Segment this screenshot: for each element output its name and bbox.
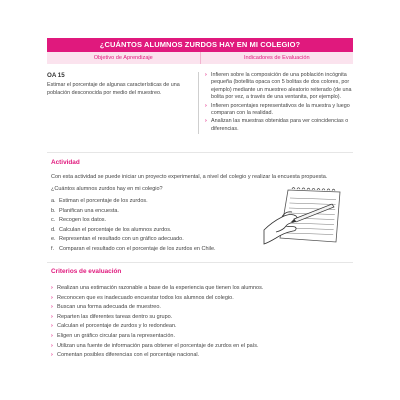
criteria-list [51,284,351,361]
step-letter: a. [51,198,56,204]
list-item: › Calculan el porcentaje de zurdos y lo redondean. [51,322,351,332]
step-text: Estiman el porcentaje de los zurdos. [59,198,148,204]
objective-cell [47,72,198,134]
objective-description: Estimar el porcentaje de algunas características de una población desconocida por medio del muestreo. [47,82,180,96]
activity-intro: Con esta actividad se puede iniciar un proyecto experimental, a nivel del colegio y realizar la encuesta propuesta. [51,174,328,180]
step-letter: c. [51,217,56,224]
indicator-item: › Infieren porcentajes representativos de la muestra y luego comparan con la realidad. [205,103,353,118]
column-header-indicators: Indicadores de Evaluación [243,55,310,61]
list-item [51,235,261,245]
hand-writing-illustration [262,186,342,248]
page-title: ¿CUÁNTOS ALUMNOS ZURDOS HAY EN MI COLEGIO? [47,38,353,52]
list-item: › Utilizan una fuente de información para obtener el porcentaje de zurdos en el país. [51,342,351,352]
section-divider [47,152,353,153]
indicators-cell [198,72,353,134]
step-text: Planifican una encuesta. [59,207,119,214]
list-item [51,197,261,207]
step-text: Recogen los datos. [59,217,107,224]
step-text: Comparan el resultado con el porcentaje de los zurdos en Chile. [59,245,216,252]
objectives-table-header [47,52,353,64]
list-item: › Realizan una estimación razonable a base de la experiencia que tienen los alumnos. [51,284,351,294]
list-item: › Reconocen que es inadecuado encuestar todos los alumnos del colegio. [51,294,351,304]
step-text: Calculan el porcentaje de los alumnos zurdos. [59,226,172,233]
indicator-item: › Infieren sobre la composición de una población incógnita pequeña (botellita opaca con 5 bolitas de dos colores, por ejemplo) mediante un muestreo aleatorio reiterado (de una bolita por vez, a través de una ventanita, por ejemplo). [205,72,353,102]
list-item: › Buscan una forma adecuada de muestreo. [51,303,351,313]
list-item [51,216,261,226]
step-text: Representan el resultado con un gráfico adecuado. [59,236,184,243]
criteria-heading: Criterios de evaluación [51,268,122,275]
column-header-objective: Objetivo de Aprendizaje [93,55,153,61]
list-item: › Reparten las diferentes tareas dentro su grupo. [51,313,351,323]
activity-question: ¿Cuántos alumnos zurdos hay en mi colegio? [51,186,163,192]
list-item: › Comentan posibles diferencias con el porcentaje nacional. [51,351,351,361]
step-letter: e. [51,236,56,243]
list-item [51,245,261,255]
step-letter: d. [51,226,56,233]
indicator-item: › Analizan las muestras obtenidas para ver coincidencias o diferencias. [205,118,353,133]
objectives-table [47,52,353,134]
list-item [51,226,261,236]
objective-code: OA 15 [47,72,65,79]
activity-steps [51,197,261,255]
list-item: › Eligen un gráfico circular para la representación. [51,332,351,342]
step-letter: b. [51,207,56,214]
step-letter: f. [51,245,55,252]
list-item [51,207,261,217]
activity-heading: Actividad [51,159,80,166]
section-divider [47,262,353,263]
objectives-table-body [47,72,353,134]
